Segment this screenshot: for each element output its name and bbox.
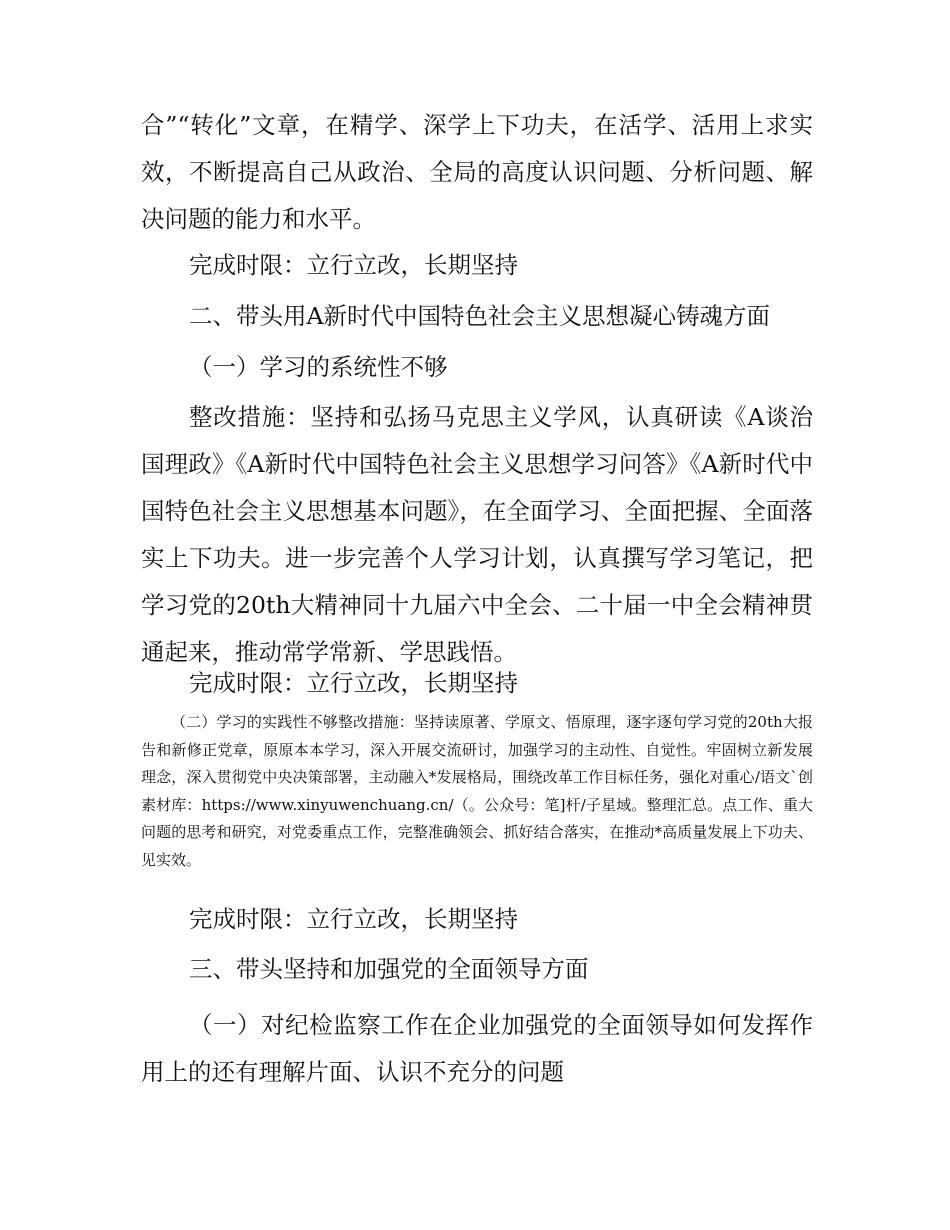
small-print-paragraph-2-2: （二）学习的实践性不够整改措施：坚持读原著、学原文、悟原理，逐字逐句学习党的20th大报告和新修正党章，原原本本学习，深入开展交流研讨，加强学习的主动性、自觉性。牢固树立新发展理念，深入贯彻党中央决策部署，主动融入*发展格局，围绕改革工作目标任务，强化对重心/语文`创素材库：https://www.xinyuwenchuang.cn/（。公众号：笔]杆/子星域。整理汇总。点工作、重大问题的思考和研究，对党委重点工作，完整准确领会、抓好结合落实，在推动*高质量发展上下功夫、见实效。	[141, 713, 813, 869]
section-heading-3: 三、带头坚持和加强党的全面领导方面	[189, 955, 589, 983]
subsection-heading-2-1: （一）学习的系统性不够	[189, 353, 448, 381]
rectification-measures-2-1: 整改措施：坚持和弘扬马克思主义学风，认真研读《A谈治国理政》《A新时代中国特色社会主义思想学习问答》《A新时代中国特色社会主义思想基本问题》，在全面学习、全面把握、全面落实上下功夫。进一步完善个人学习计划，认真撰写学习笔记，把学习党的20th大精神同十九届六中全会、二十届一中全会精神贯通起来，推动常学常新、学思践悟。	[141, 403, 813, 666]
section-heading-2: 二、带头用A新时代中国特色社会主义思想凝心铸魂方面	[189, 302, 770, 330]
deadline-line-3: 完成时限：立行立改，长期坚持	[189, 905, 518, 933]
paragraph-continuation: 合”“转化”文章，在精学、深学上下功夫，在活学、活用上求实效，不断提高自己从政治、全局的高度认识问题、分析问题、解决问题的能力和水平。	[141, 111, 813, 233]
subsection-heading-3-1: （一）对纪检监察工作在企业加强党的全面领导如何发挥作用上的还有理解片面、认识不充分的问题	[141, 1011, 813, 1086]
deadline-line-2: 完成时限：立行立改，长期坚持	[189, 669, 518, 697]
deadline-line-1: 完成时限：立行立改，长期坚持	[189, 251, 518, 279]
